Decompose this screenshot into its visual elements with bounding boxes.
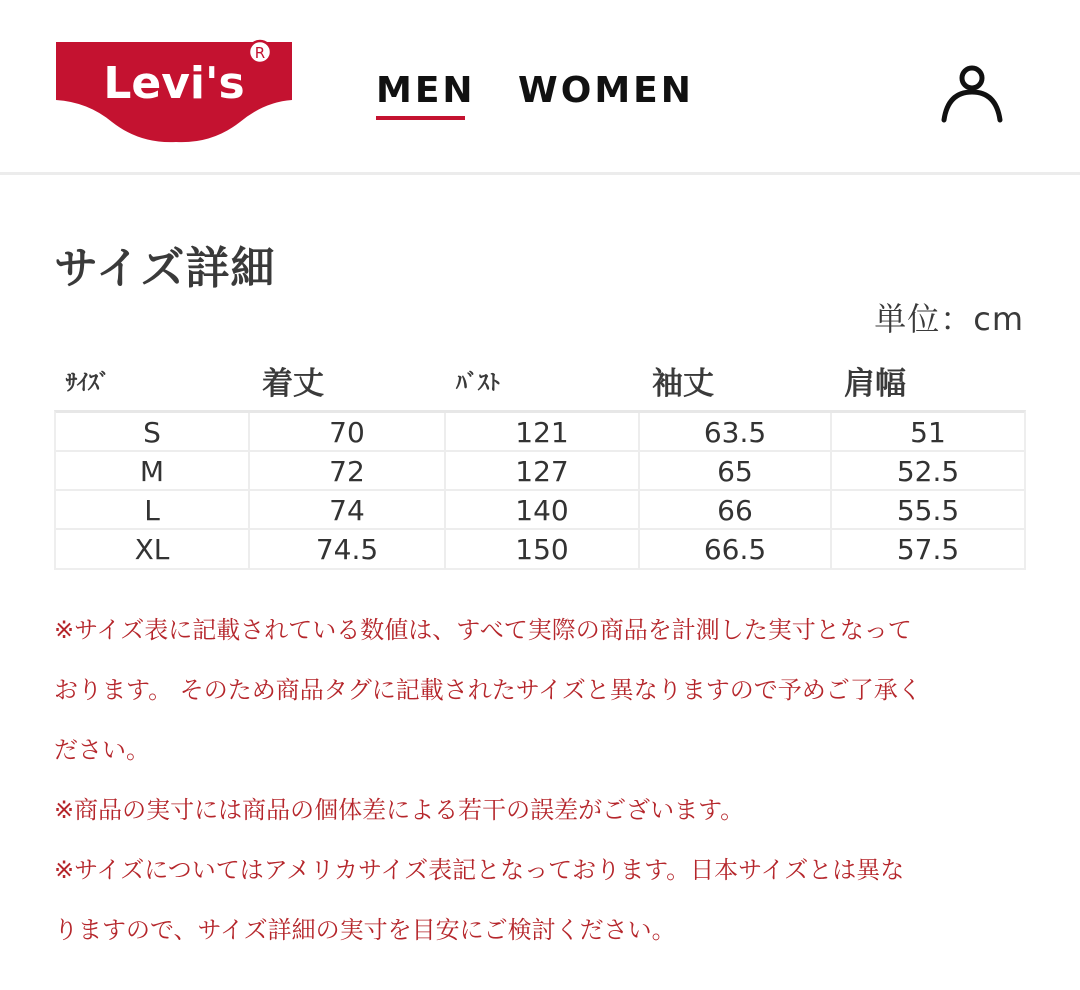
logo-wordmark: Levi's — [103, 58, 245, 109]
user-icon[interactable] — [940, 62, 1004, 124]
table-cell: 55.5 — [830, 491, 1024, 530]
table-cell: 150 — [444, 530, 638, 569]
table-cell: S — [143, 416, 161, 449]
registered-mark: R — [254, 44, 266, 62]
levis-logo[interactable] — [52, 38, 298, 146]
table-cell: 70 — [248, 413, 444, 452]
nav-active-indicator — [376, 116, 465, 120]
table-cell: M — [139, 455, 165, 488]
note-line: ださい。 — [54, 736, 150, 764]
table-row — [56, 413, 1024, 452]
note-line: おります。 そのため商品タグに記載されたサイズと異なりますので予めご了承く — [54, 676, 922, 704]
table-row — [56, 530, 1024, 569]
table-cell: 72 — [248, 452, 444, 491]
table-cell: XL — [134, 533, 170, 566]
table-cell: 52.5 — [830, 452, 1024, 491]
column-header-bust: ﾊﾞｽﾄ — [456, 371, 501, 396]
header-divider — [0, 172, 1080, 175]
table-row — [56, 491, 1024, 530]
table-cell: 74 — [248, 491, 444, 530]
page-title: サイズ詳細 — [54, 243, 276, 294]
table-row — [56, 452, 1024, 491]
column-header-length: 着丈 — [262, 366, 324, 402]
site-header — [0, 0, 1080, 172]
size-notes — [54, 600, 1034, 960]
table-cell: 51 — [830, 413, 1024, 452]
table-cell: 127 — [444, 452, 638, 491]
table-cell: 66.5 — [638, 530, 830, 569]
table-cell: 63.5 — [638, 413, 830, 452]
nav-men[interactable]: MEN — [376, 70, 476, 111]
table-cell: 121 — [444, 413, 638, 452]
table-cell: 65 — [638, 452, 830, 491]
unit-label: 単位：cm — [874, 300, 1024, 338]
table-cell: 140 — [444, 491, 638, 530]
table-cell: 74.5 — [248, 530, 444, 569]
column-header-shoulder: 肩幅 — [844, 366, 906, 402]
size-table — [54, 410, 1026, 570]
note-line: ※サイズについてはアメリカサイズ表記となっております。日本サイズとは異な — [54, 856, 905, 884]
nav-women[interactable]: WOMEN — [518, 70, 694, 111]
column-header-size: ｻｲｽﾞ — [66, 371, 111, 396]
table-cell: 57.5 — [830, 530, 1024, 569]
note-line: ※商品の実寸には商品の個体差による若干の誤差がございます。 — [54, 796, 745, 824]
note-line: りますので、サイズ詳細の実寸を目安にご検討ください。 — [54, 916, 676, 944]
table-cell: L — [144, 494, 160, 527]
column-header-sleeve: 袖丈 — [652, 366, 714, 402]
note-line: ※サイズ表に記載されている数値は、すべて実際の商品を計測した実寸となって — [54, 616, 912, 644]
table-cell: 66 — [638, 491, 830, 530]
